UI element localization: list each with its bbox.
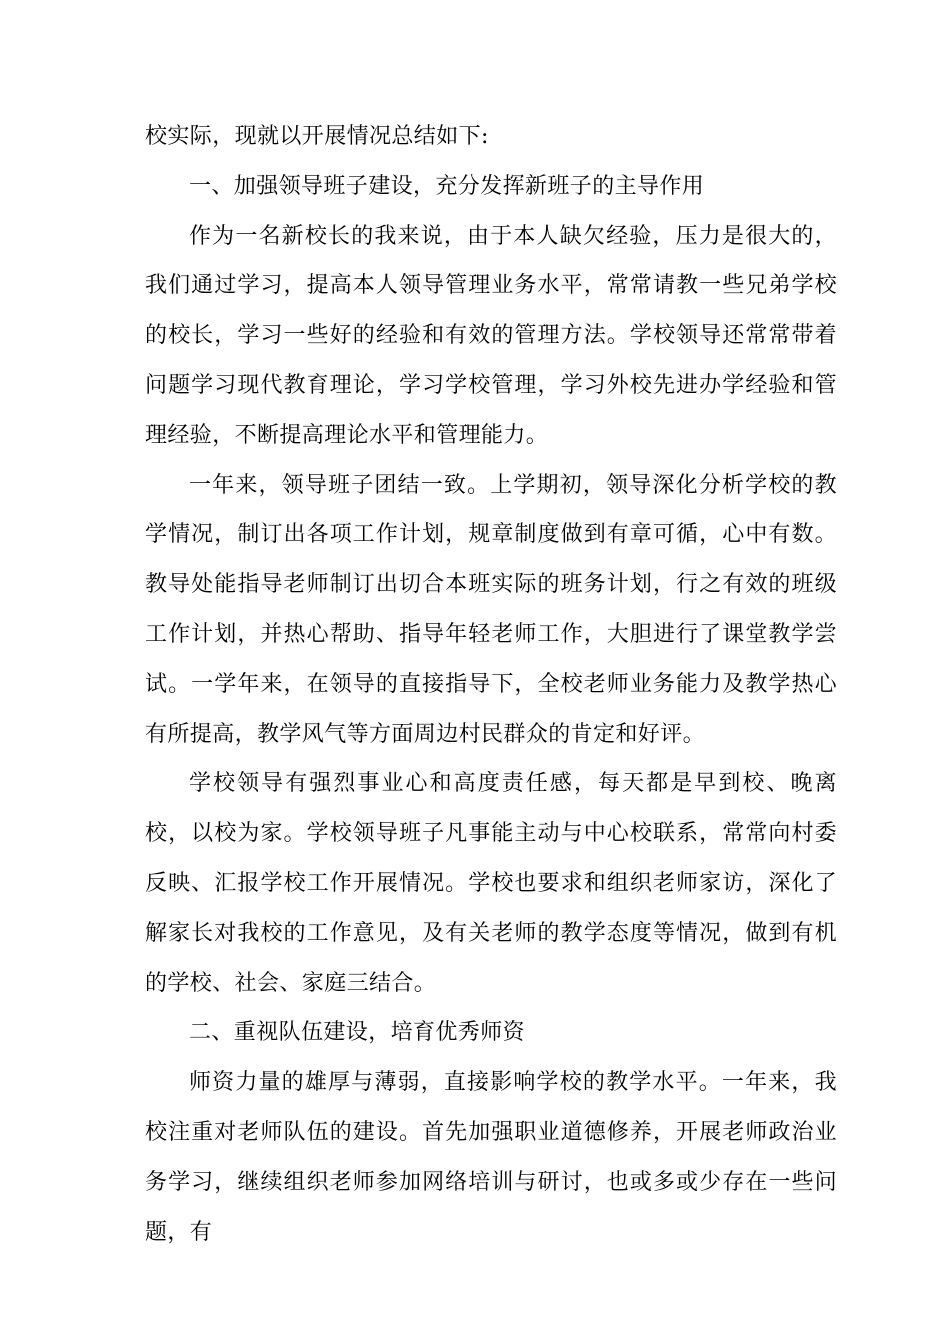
- section-heading-2: 二、重视队伍建设，培育优秀师资: [189, 1020, 526, 1046]
- paragraph-leadership-responsibility: 学校领导有强烈事业心和高度责任感，每天都是早到校、晚离校，以校为家。学校领导班子凡事能主动与中心校联系，常常向村委反映、汇报学校工作开展情况。学校也要求和组织老师家访，深化了解家长对我校的工作意见，及有关老师的教学态度等情况，做到有机的学校、社会、家庭三结合。: [145, 771, 837, 996]
- section-heading-1: 一、加强领导班子建设，充分发挥新班子的主导作用: [189, 173, 705, 199]
- paragraph-intro: 校实际，现就以开展情况总结如下:: [145, 124, 489, 149]
- paragraph-new-principal: 作为一名新校长的我来说，由于本人缺欠经验，压力是很大的，我们通过学习，提高本人领导管理业务水平，常常请教一些兄弟学校的校长，学习一些好的经验和有效的管理方法。学校领导还常常带着问题学习现代教育理论，学习学校管理，学习外校先进办学经验和管理经验，不断提高理论水平和管理能力。: [145, 223, 837, 448]
- paragraph-team-unity: 一年来，领导班子团结一致。上学期初，领导深化分析学校的教学情况，制订出各项工作计划，规章制度做到有章可循，心中有数。教导处能指导老师制订出切合本班实际的班务计划，行之有效的班级工作计划，并热心帮助、指导年轻老师工作，大胆进行了课堂教学尝试。一学年来，在领导的直接指导下，全校老师业务能力及教学热心有所提高，教学风气等方面周边村民群众的肯定和好评。: [145, 472, 837, 747]
- paragraph-teacher-team: 师资力量的雄厚与薄弱，直接影响学校的教学水平。一年来，我校注重对老师队伍的建设。首先加强职业道德修养，开展老师政治业务学习，继续组织老师参加网络培训与研讨，也或多或少存在一些问题，有: [145, 1070, 837, 1245]
- document-body: [145, 112, 837, 1257]
